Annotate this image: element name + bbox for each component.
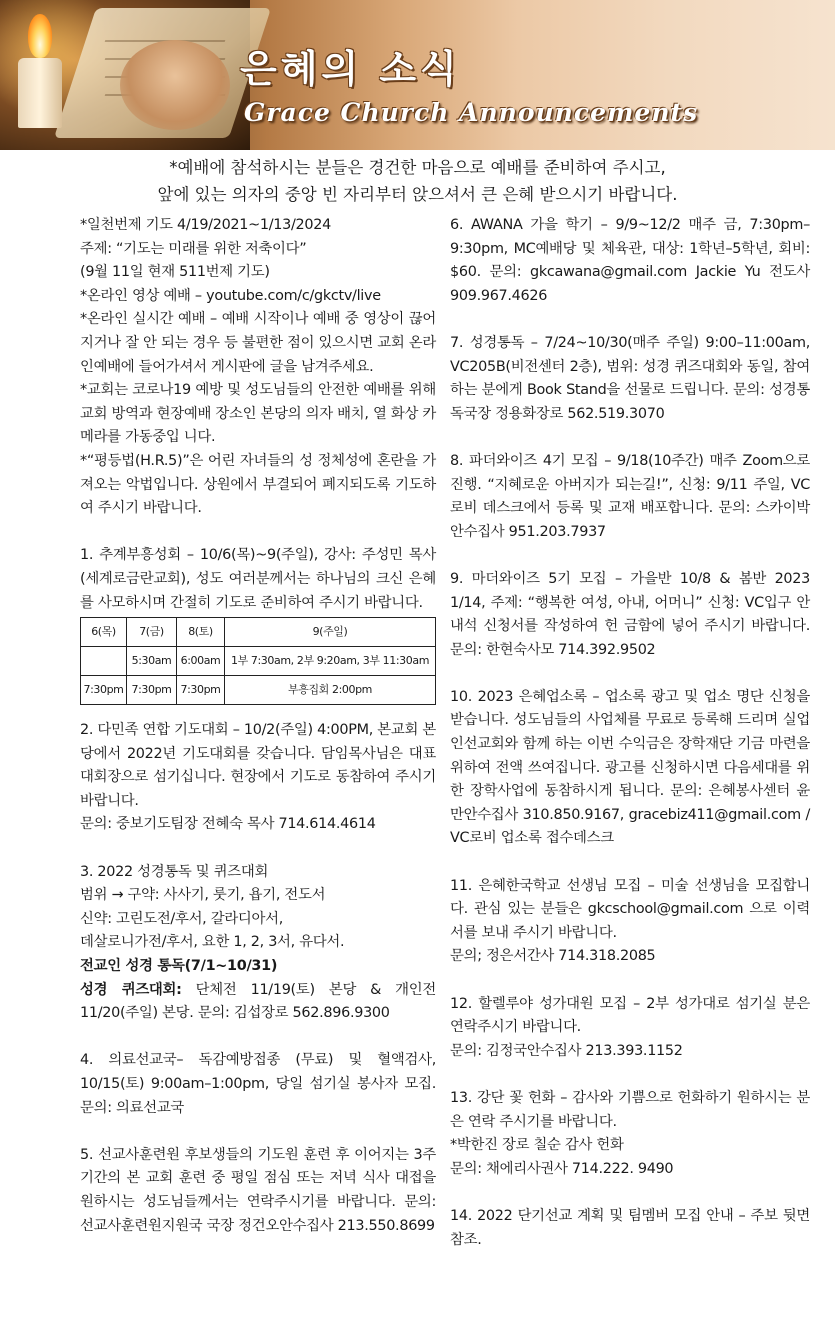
prayer-rally-text: 2. 다민족 연합 기도대회 – 10/2(주일) 4:00PM, 본교회 본당에서 2022년 기도대회를 갖습니다. 담임목사님은 대표대회장으로 섬기십니다. 현장에서 기도로 동참하여 주시기 바랍니다. [80,722,436,809]
altar-flower-text: 13. 강단 꽃 헌화 – 감사와 기쁨으로 헌화하기 원하시는 분은 연락 주시기를 바랍니다. [450,1089,810,1130]
flame-icon [28,14,52,58]
flu-shot-text: 4. 의료선교국– 독감예방접종 (무료) 및 혈액검사, 10/15(토) 9:00am–1:00pm, 당일 섬기실 봉사자 모집. 문의: 의료선교국 [80,1052,436,1116]
table-cell [81,647,127,676]
table-row [81,647,436,676]
prayer-rally-contact: 문의: 중보기도팀장 전혜숙 목사 714.614.4614 [80,816,376,833]
praying-hands-image [120,40,230,130]
fatherwise-text: 8. 파더와이즈 4기 모집 – 9/18(10주간) 매주 Zoom으로 진행. “지혜로운 아버지가 되는길!”, 신청: 9/11 주일, VC로비 데스크에서 등록 및 교재 배포합니다. 문의: 스카이박안수집사 951.203.7937 [450,452,810,540]
note-equality-act: *“평등법(H.R.5)”은 어린 자녀들의 성 정체성에 혼란을 가져오는 악법입니다. 상원에서 부결되어 폐지되도록 기도하여 주시기 바랍니다. [80,452,436,517]
page-title: 은혜의 소식 [240,47,461,91]
announcement-4 [80,1049,436,1120]
altar-flower-donor: *박한진 장로 칠순 감사 헌화 [450,1137,624,1154]
table-header-cell: 8(토) [177,618,225,647]
table-cell: 6:00am [177,647,225,676]
note-thousand-prayer: *일천번제 기도 4/19/2021~1/13/2024 [80,217,331,233]
worship-intro [0,154,835,208]
intro-line: *예배에 참석하시는 분들은 경건한 마음으로 예배를 준비하여 주시고, [169,158,666,177]
revival-meeting-text: 1. 추계부흥성회 – 10/6(목)~9(주일), 강사: 주성민 목사(세계로금란교회), 성도 여러분께서는 하나님의 크신 은혜를 사모하시며 간절히 기도로 준비하여 주시기 바랍니다. [80,547,436,611]
table-cell: 7:30pm [81,676,127,705]
table-cell: 부흥집회 2:00pm [225,676,436,705]
note-online-live: *온라인 실시간 예배 – 예배 시작이나 예배 중 영상이 끊어지거나 잘 안 되는 경우 등 불편한 점이 있으시면 교회 온라인예배에 들어가셔서 게시판에 글을 남겨주세요. [80,311,436,375]
announcement-1 [80,544,436,705]
table-header-cell: 6(목) [81,618,127,647]
announcement-2 [80,719,436,837]
note-prayer-count: (9월 11일 현재 511번제 기도) [80,264,270,281]
mission-trip-text: 14. 2022 단기선교 계획 및 팀멤버 모집 안내 – 주보 뒷면 참조. [450,1207,810,1248]
intro-line: 앞에 있는 의자의 중앙 빈 자리부터 앉으셔서 큰 은혜 받으시기 바랍니다. [157,185,678,204]
table-row [81,676,436,705]
choir-contact: 문의: 김정국안수집사 213.393.1152 [450,1042,683,1059]
bible-reading-text: 7. 성경통독 – 7/24~10/30(매주 주일) 9:00–11:00am, VC205B(비전센터 2층), 범위: 성경 퀴즈대회와 동일, 참여하는 분에게 Book Stand을 선물로 드립니다. 문의: 성경통독국장 정용화장로 562.519.3070 [450,334,810,422]
announcement-9 [450,568,810,662]
table-cell: 7:30pm [127,676,177,705]
left-column [80,214,436,1262]
business-directory-text: 10. 2023 은혜업소록 – 업소록 광고 및 업소 명단 신청을 받습니다. 성도님들의 사업체를 무료로 등록해 드리며 실업인선교회와 함께 하는 이번 수익금은 장학재단 기금 마련을 위하여 전액 쓰여집니다. 광고를 신청하시면 다음세대를 위한 장학사업에 동참하시게 됩니다. 문의: 은혜봉사센터 윤만안수집사 310.850.9167, gracebiz411@gmail.com / VC로비 업소록 접수데스크 [450,688,810,847]
announcement-11 [450,875,810,969]
page-subtitle: Grace Church Announcements [244,98,699,127]
announcement-5 [80,1144,436,1238]
right-column [450,214,810,1276]
korean-school-text: 11. 은혜한국학교 선생님 모집 – 미술 선생님을 모집합니다. 관심 있는 분들은 gkcschool@gmail.com 으로 이력서를 보내 주시기 바랍니다. [450,877,810,941]
bible-quiz-label: 성경 퀴즈대회: [80,981,182,998]
announcement-13 [450,1087,810,1181]
table-header-cell: 7(금) [127,618,177,647]
bible-quiz-details [80,979,436,1026]
header-banner [0,0,835,150]
bible-quiz-range: 데살로니가전/후서, 요한 1, 2, 3서, 유다서. [80,934,345,951]
korean-school-contact: 문의; 정은서간사 714.318.2085 [450,948,656,965]
table-header-row [81,618,436,647]
table-header-cell: 9(주일) [225,618,436,647]
missionary-training-text: 5. 선교사훈련원 후보생들의 기도원 훈련 후 이어지는 3주 기간의 본 교회 훈련 중 평일 점심 또는 저녁 식사 대접을 원하시는 성도님들께서는 연락주시기를 바랍니다. 문의: 선교사훈련원지원국 국장 정건오안수집사 213.550.8699 [80,1146,436,1234]
note-covid: *교회는 코로나19 예방 및 성도님들의 안전한 예배를 위해 교회 방역과 현장예배 장소인 본당의 의자 배치, 열 화상 카메라를 가동중입 니다. [80,382,436,446]
announcement-6 [450,214,810,308]
table-cell: 5:30am [127,647,177,676]
note-online-video: *온라인 영상 예배 – youtube.com/c/gkctv/live [80,287,381,304]
announcement-8 [450,450,810,544]
bible-quiz-title: 3. 2022 성경통독 및 퀴즈대회 [80,863,269,880]
announcement-14 [450,1205,810,1252]
announcement-7 [450,332,810,426]
motherwise-text: 9. 마더와이즈 5기 모집 – 가을반 10/8 & 봄반 2023 1/14, 주제: “행복한 여성, 아내, 어머니” 신청: VC입구 안내석 신청서를 작성하여 헌 금함에 넣어 주시기 바랍니다. 문의: 한현숙사모 714.392.9502 [450,570,810,658]
bible-quiz-schedule: 단체전 11/19(토) 본당 & 개인전 11/20(주일) 본당. 문의: 김섭장로 562.896.9300 [80,981,436,1022]
announcement-10 [450,686,810,851]
bible-quiz-range: 신약: 고린도전/후서, 갈라디아서, [80,910,284,927]
table-cell: 7:30pm [177,676,225,705]
revival-schedule-table [80,617,436,705]
bible-reading-period: 전교인 성경 통독(7/1~10/31) [80,958,278,975]
bible-quiz-range: 범위 → 구약: 사사기, 룻기, 욥기, 전도서 [80,887,326,904]
table-cell: 1부 7:30am, 2부 9:20am, 3부 11:30am [225,647,436,676]
altar-flower-contact: 문의: 채에리사권사 714.222. 9490 [450,1160,674,1177]
announcement-12 [450,993,810,1064]
candle-bible-photo [0,0,250,150]
choir-text: 12. 할렐루야 성가대원 모집 – 2부 성가대로 섬기실 분은 연락주시기 바랍니다. [450,995,810,1036]
note-prayer-theme: 주제: “기도는 미래를 위한 저축이다” [80,240,307,257]
awana-text: 6. AWANA 가을 학기 – 9/9~12/2 매주 금, 7:30pm–9:30pm, MC예배당 및 체육관, 대상: 1학년–5학년, 회비: $60. 문의: gkcawana@gmail.com Jackie Yu 전도사 909.967.4626 [450,217,810,304]
announcement-3 [80,861,436,1026]
general-notes [80,214,436,521]
candle-icon [18,58,62,128]
